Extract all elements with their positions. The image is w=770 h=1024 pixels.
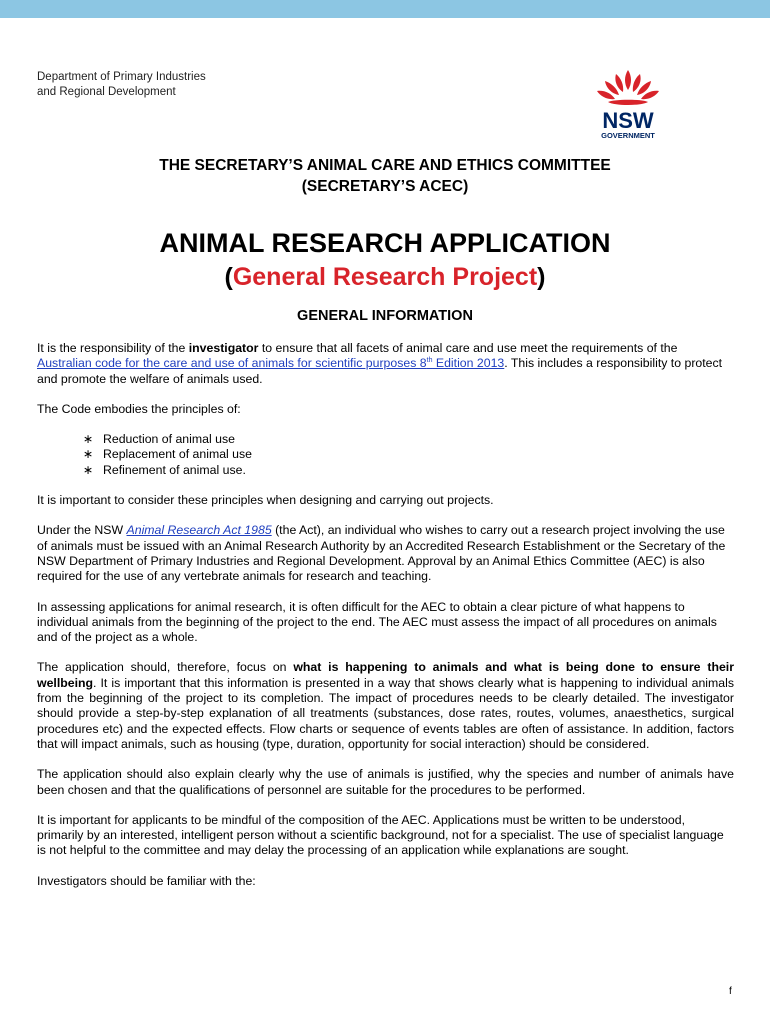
p4-text-b: (the Act), an individual who wishes to carry out a research project involving the use of animals must be issued with an Animal Research Authority by an Accredited Research Establishment or the Secretary of the NSW Department of Primary Industries and Regional Development. Approval by an Animal Ethics Committee (AEC) is also required for the use of any vertebrate animals for research and teaching. xyxy=(37,523,726,584)
paragraph-application-focus xyxy=(37,660,734,752)
paragraph-principles-intro: The Code embodies the principles of: xyxy=(37,401,241,416)
act-link-text[interactable]: Animal Research Act 1985 xyxy=(126,523,272,538)
code-link-text[interactable]: Australian code for the care and use of animals for scientific purposes 8 xyxy=(37,356,427,371)
animal-research-act-link[interactable] xyxy=(127,523,272,537)
list-item-text: Replacement of animal use xyxy=(103,447,253,462)
list-item xyxy=(37,463,734,478)
logo-nsw-text: NSW xyxy=(602,108,654,133)
subtitle-project-type: General Research Project xyxy=(232,263,538,291)
paragraph-investigators-familiar: Investigators should be familiar with the: xyxy=(37,873,256,888)
p1-text-b: to ensure that all facets of animal care and use meet the requirements of the xyxy=(258,341,678,355)
department-name xyxy=(37,70,206,100)
asterisk-bullet-icon: ∗ xyxy=(83,432,94,447)
code-link-text-end[interactable]: Edition 2013 xyxy=(432,356,505,371)
p4-text-a: Under the NSW xyxy=(37,523,127,538)
logo-government-text: GOVERNMENT xyxy=(601,131,655,140)
p6-bold-focus: what is happening to animals and what is being done to ensure their wellbeing xyxy=(37,660,734,690)
committee-heading-line-2: (SECRETARY’S ACEC) xyxy=(301,178,469,195)
paragraph-assessing-applications: In assessing applications for animal research, it is often difficult for the AEC to obtain a clear picture of what happens to individual animals from the beginning of the project to the end. The AEC must assess the impact of all procedures on animals and of the project as a whole. xyxy=(37,599,717,645)
document-subtitle xyxy=(40,261,730,293)
committee-heading-line-1: THE SECRETARY’S ANIMAL CARE AND ETHICS COMMITTEE xyxy=(159,157,611,174)
p6-text-b: . It is important that this information is presented in a way that shows clearly what is happening to individual animals from the beginning of the project to its completion. The impact of procedures needs to be clearly detailed. The investigator should provide a step-by-step explanation of all treatments (substances, dose rates, routes, volumes, anaesthetics, surgical procedures etc) and the expected effects. Flow charts or sequence of events tables are often of assistance. In addition, factors that will impact animals, such as housing (type, duration, opportunity for social interaction) should be considered. xyxy=(37,675,734,751)
asterisk-bullet-icon: ∗ xyxy=(83,447,94,462)
top-accent-bar xyxy=(0,0,770,18)
subtitle-close-paren: ) xyxy=(537,263,546,291)
principles-list xyxy=(37,432,734,478)
waratah-flower-icon xyxy=(597,70,659,105)
p1-text-c: . This includes a responsibility to protect and promote the welfare of animals used. xyxy=(37,356,723,386)
p1-text-a: It is the responsibility of the xyxy=(37,341,189,355)
paragraph-justification: The application should also explain clearly why the use of animals is justified, why the species and number of animals have been chosen and that the qualifications of personnel are suitable for the procedures to be performed. xyxy=(37,767,734,797)
p6-text-a: The application should, therefore, focus on xyxy=(37,660,294,675)
department-line-1: Department of Primary Industries xyxy=(37,71,206,83)
document-title: ANIMAL RESEARCH APPLICATION xyxy=(159,228,611,258)
paragraph-animal-research-act xyxy=(37,523,734,584)
subtitle-open-paren: ( xyxy=(224,263,233,291)
paragraph-consider-principles: It is important to consider these principles when designing and carrying out projects. xyxy=(37,493,494,508)
paragraph-responsibility xyxy=(37,341,734,387)
list-item-text: Refinement of animal use. xyxy=(103,462,246,477)
asterisk-bullet-icon: ∗ xyxy=(83,462,94,477)
page-footer-mark: f xyxy=(729,986,732,997)
p1-bold-investigator: investigator xyxy=(188,341,259,355)
list-item-text: Reduction of animal use xyxy=(103,432,235,447)
department-line-2: and Regional Development xyxy=(37,86,176,98)
committee-heading xyxy=(40,155,730,197)
australian-code-link[interactable] xyxy=(37,356,504,370)
list-item xyxy=(37,432,734,447)
nsw-government-logo xyxy=(588,66,668,146)
paragraph-aec-composition: It is important for applicants to be mindful of the composition of the AEC. Applications must be written to be understood, primarily by an interested, intelligent person without a scientific background, not for a specialist. The use of specialist language is not helpful to the committee and may delay the processing of an application while explanations are sought. xyxy=(37,812,724,858)
body-content xyxy=(37,341,734,904)
code-link-sup[interactable]: th xyxy=(426,357,433,365)
list-item xyxy=(37,447,734,462)
section-heading-general-information: GENERAL INFORMATION xyxy=(297,308,473,324)
